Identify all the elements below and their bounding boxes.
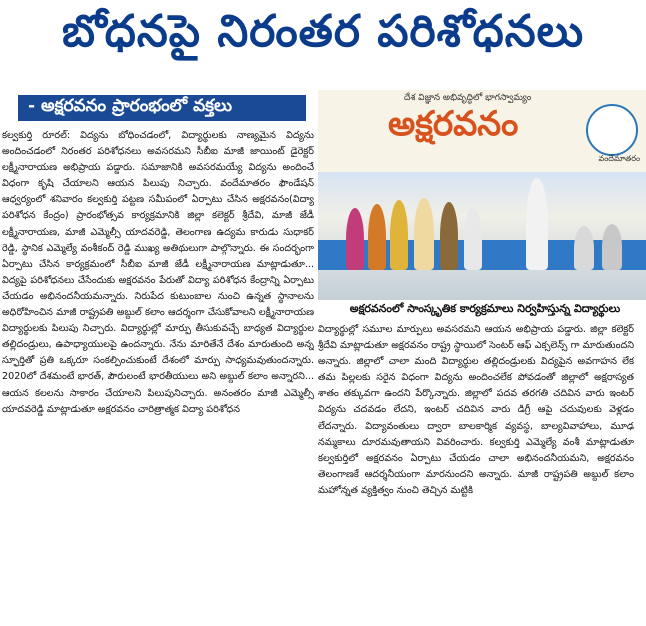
article-column-1: కల్వకుర్తి రూరల్: విద్యను బోధించడంలో, విద్యార్థులకు నాణ్యమైన విద్యను అందించడంలో నిరంతర పరిశోధనలు అవసరమని సీబీఐ మాజీ జాయింట్ డైరెక్టర్ లక్ష్మీనారాయణ అభిప్రాయ పడ్డారు. సమాజానికి అవసరమయ్యే విద్యను అందించే విధంగా కృషి చేయాలని ఆయన పిలుపు నిచ్చారు. వందేమాతరం ఫౌండేషన్ ఆధ్వర్యంలో శనివారం కల్వకుర్తి పట్టణ సమీపంలో ఏర్పాటు చేసిన అక్షరవనం(విద్యా పరిశోధన కేంద్రం) ప్రారంభోత్సవ కార్యక్రమానికి జిల్లా కలెక్టర్ శ్రీదేవి, మాజీ జేడీ లక్ష్మీనారాయణ, మాజీ ఎమ్మెల్సీ యాదవరెడ్డి, తెలంగాణ ఉద్యమ కారుడు సుధాకర్ రెడ్డి, స్థానిక ఎమ్మెల్యే వంశీకంద్ రెడ్డి ముఖ్య అతిథులుగా పాల్గొన్నారు. ఈ సందర్భంగా ఏర్పాటు చేసిన కార్యక్రమంలో సీబీఐ మాజీ జేడీ లక్ష్మీనారాయణ మాట్లాడుతూ... విద్యపై పరిశోధనలు చేసేందుకు అక్షరవనం పేరుతో విద్యా పరిశోధన కేంద్రాన్ని ఏర్పాటు చేయడం అభినందనీయమన్నారు. నిరుపేద కుటుంబాల నుంచి ఉన్నత స్థానాలను అధిరోహించిన మాజీ రాష్ట్రపతి అబ్దుల్ కలాం ఆదర్శంగా చేసుకోవాలని లక్ష్మీనారాయణ విద్యార్థులకు పిలుపు నిచ్చారు. విద్యార్థుల్లో మార్పు తీసుకువచ్చే బాధ్యత విద్యార్థుల తల్లిదండ్రులు, ఉపాధ్యాయులపై ఉందన్నారు. నేను మారితేనే దేశం మారుతుంది అన్న స్ఫూర్తితో ప్రతి ఒక్కరూ సంకల్పించుకుంటే దేశంలో మార్పు సాధ్యమవుతుందన్నారు. 2020లో దేశమంటే భారత్, పౌరులంటే భారతీయులు అని అబ్దుల్ కలాం అన్నారని... ఆయన కలలను సాకారం చేయాలని పిలుపునిచ్చారు. అనంతరం మాజీ ఎమ్మెల్సీ యాదవరెడ్డి మాట్లాడుతూ అక్షరవనం చారిత్రాత్మక విద్యా పరిశోధన (2, 130, 314, 415)
student-figure (346, 208, 364, 270)
article-column-2: విద్యార్థుల్లో సమూల మార్పులు అవసరమని ఆయన అభిప్రాయ పడ్డారు. జిల్లా కలెక్టర్ శ్రీదేవి మాట్లాడుతూ అక్షరవనం రాష్ట్ర స్థాయిలో సెంటర్ ఆఫ్ ఎక్సలెన్స్ గా మారుతుందని అన్నారు. జిల్లాలో చాలా మంది విద్యార్థుల తల్లిదండ్రులకు విద్యపైన అవగాహన లేక తమ పిల్లలకు సరైన విధంగా విద్యను అందించలేక పోవడంతో జిల్లాలో అక్షరాస్యత శాతం తక్కువగా ఉందని పేర్కొన్నారు. జిల్లాలో పదవ తరగతి చదివిన వారు ఇంటర్ విద్యను చదవడం లేదని, ఇంటర్ చదివిన వారు డిగ్రీ ఆపై చదువులకు వెళ్లడం లేదన్నారు. విద్యావంతులు ద్వారా బాలకార్మిక వ్యవస్థ, బాల్యవివాహాలు, మూఢ నమ్మకాలు దూరమవుతాయని వివరించారు. కల్వకుర్తి ఎమ్మెల్యే వంశీ మాట్లాడుతూ కల్వకుర్తిలో అక్షరవనం ఏర్పాటు చేయడం చాలా అభినందనీయమని, అక్షరవనం తెలంగాణకే ఆదర్శనీయంగా మారనుందని అన్నారు. మాజీ రాష్ట్రపతి అబ్దుల్ కలాం మహోన్నత వ్యక్తిత్వం నుంచి తెచ్చిన మట్టికి (318, 324, 634, 496)
student-figure (464, 208, 482, 270)
seated-guest-figure (574, 226, 594, 270)
photo-banner (318, 90, 646, 172)
banner-top-text: దేశ విజ్ఞాన అభివృద్ధిలో భాగస్వామ్యం (404, 93, 532, 103)
student-figure (368, 204, 386, 270)
vandemataram-logo-icon (586, 104, 638, 156)
student-figure (390, 200, 408, 270)
banner-title: అక్షరవనం (388, 104, 519, 144)
headline: బోధనపై నిరంతర పరిశోధనలు (61, 6, 585, 57)
seated-guest-figure (602, 224, 622, 270)
student-figure (414, 198, 434, 270)
student-figure (440, 202, 458, 270)
banner-logo-label: వందేమాతరం (598, 154, 640, 163)
student-figure (526, 178, 548, 270)
subhead: - అక్షరవనం ప్రారంభంలో వక్తలు (18, 95, 306, 121)
photo-caption: అక్షరవనంలో సాంస్కృతిక కార్యక్రమాలు నిర్వహిస్తున్న విద్యార్థులు (326, 300, 644, 320)
article-photo (318, 90, 646, 300)
